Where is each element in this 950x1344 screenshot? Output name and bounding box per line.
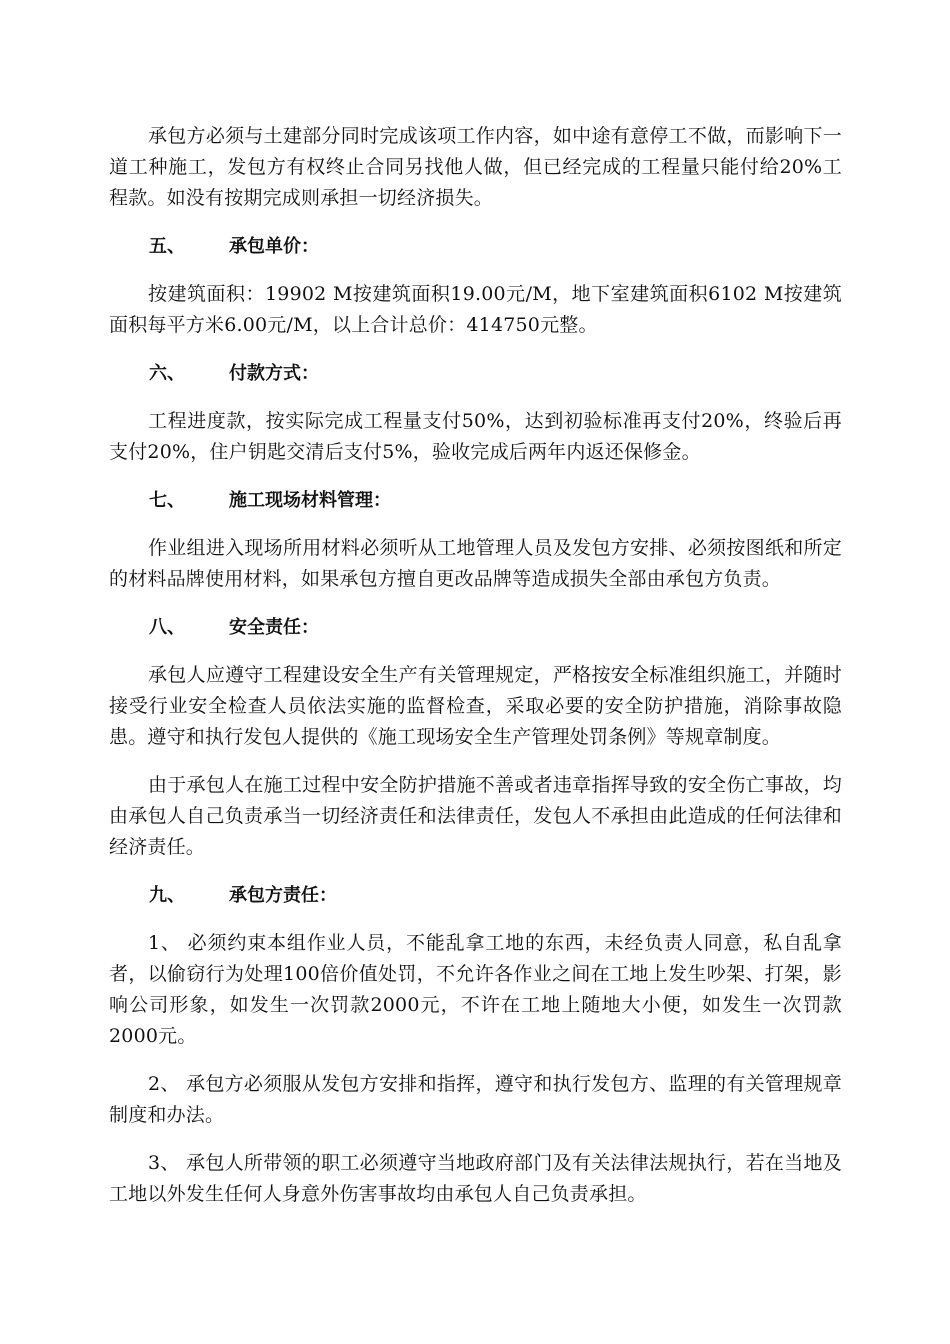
section-5-heading [109,231,842,262]
section-7-paragraph: 作业组进入现场所用材料必须听从工地管理人员及发包方安排、必须按图纸和所定的材料品牌使用材料，如果承包方擅自更改品牌等造成损失全部由承包方负责。 [109,537,842,590]
section-5-number: 五、 [149,236,185,257]
section-5-paragraph: 按建筑面积：19902 M按建筑面积19.00元/M，地下室建筑面积6102 M按建筑面积每平方米6.00元/M，以上合计总价：414750元整。 [109,283,842,336]
section-8-title: 安全责任： [229,617,319,638]
section-9-item-1: 1、 必须约束本组作业人员，不能乱拿工地的东西，未经负责人同意，私自乱拿者，以偷窃行为处理100倍价值处罚，不允许各作业之间在工地上发生吵架、打架，影响公司形象，如发生一次罚款2000元，不许在工地上随地大小便，如发生一次罚款2000元。 [109,932,842,1047]
section-9-item-2: 2、 承包方必须服从发包方安排和指挥，遵守和执行发包方、监理的有关管理规章制度和办法。 [109,1073,842,1126]
section-9-number: 九、 [149,885,185,906]
section-7-number: 七、 [149,490,185,511]
section-8-number: 八、 [149,617,185,638]
section-7-title: 施工现场材料管理： [229,490,391,511]
section-5-title: 承包单价： [229,236,319,257]
section-9-heading [109,880,842,911]
section-6-heading [109,358,842,389]
section-6-number: 六、 [149,363,185,384]
section-6-paragraph: 工程进度款，按实际完成工程量支付50%，达到初验标准再支付20%，终验后再支付20%，住户钥匙交清后支付5%，验收完成后两年内返还保修金。 [109,410,842,463]
document-page [109,121,842,1227]
section-6-title: 付款方式： [229,363,319,384]
section-9-title: 承包方责任： [229,885,337,906]
section-8-paragraph-2: 由于承包人在施工过程中安全防护措施不善或者违章指挥导致的安全伤亡事故，均由承包人自己负责承当一切经济责任和法律责任，发包人不承担由此造成的任何法律和经济责任。 [109,774,842,858]
section-8-heading [109,612,842,643]
section-7-heading [109,485,842,516]
section-9-item-3: 3、 承包人所带领的职工必须遵守当地政府部门及有关法律法规执行，若在当地及工地以外发生任何人身意外伤害事故均由承包人自己负责承担。 [109,1152,842,1205]
section-8-paragraph-1: 承包人应遵守工程建设安全生产有关管理规定，严格按安全标准组织施工，并随时接受行业安全检查人员依法实施的监督检查，采取必要的安全防护措施，消除事故隐患。遵守和执行发包人提供的《施工现场安全生产管理处罚条例》等规章制度。 [109,664,842,748]
intro-paragraph: 承包方必须与土建部分同时完成该项工作内容，如中途有意停工不做，而影响下一道工种施工，发包方有权终止合同另找他人做，但已经完成的工程量只能付给20%工程款。如没有按期完成则承担一切经济损失。 [109,125,842,209]
